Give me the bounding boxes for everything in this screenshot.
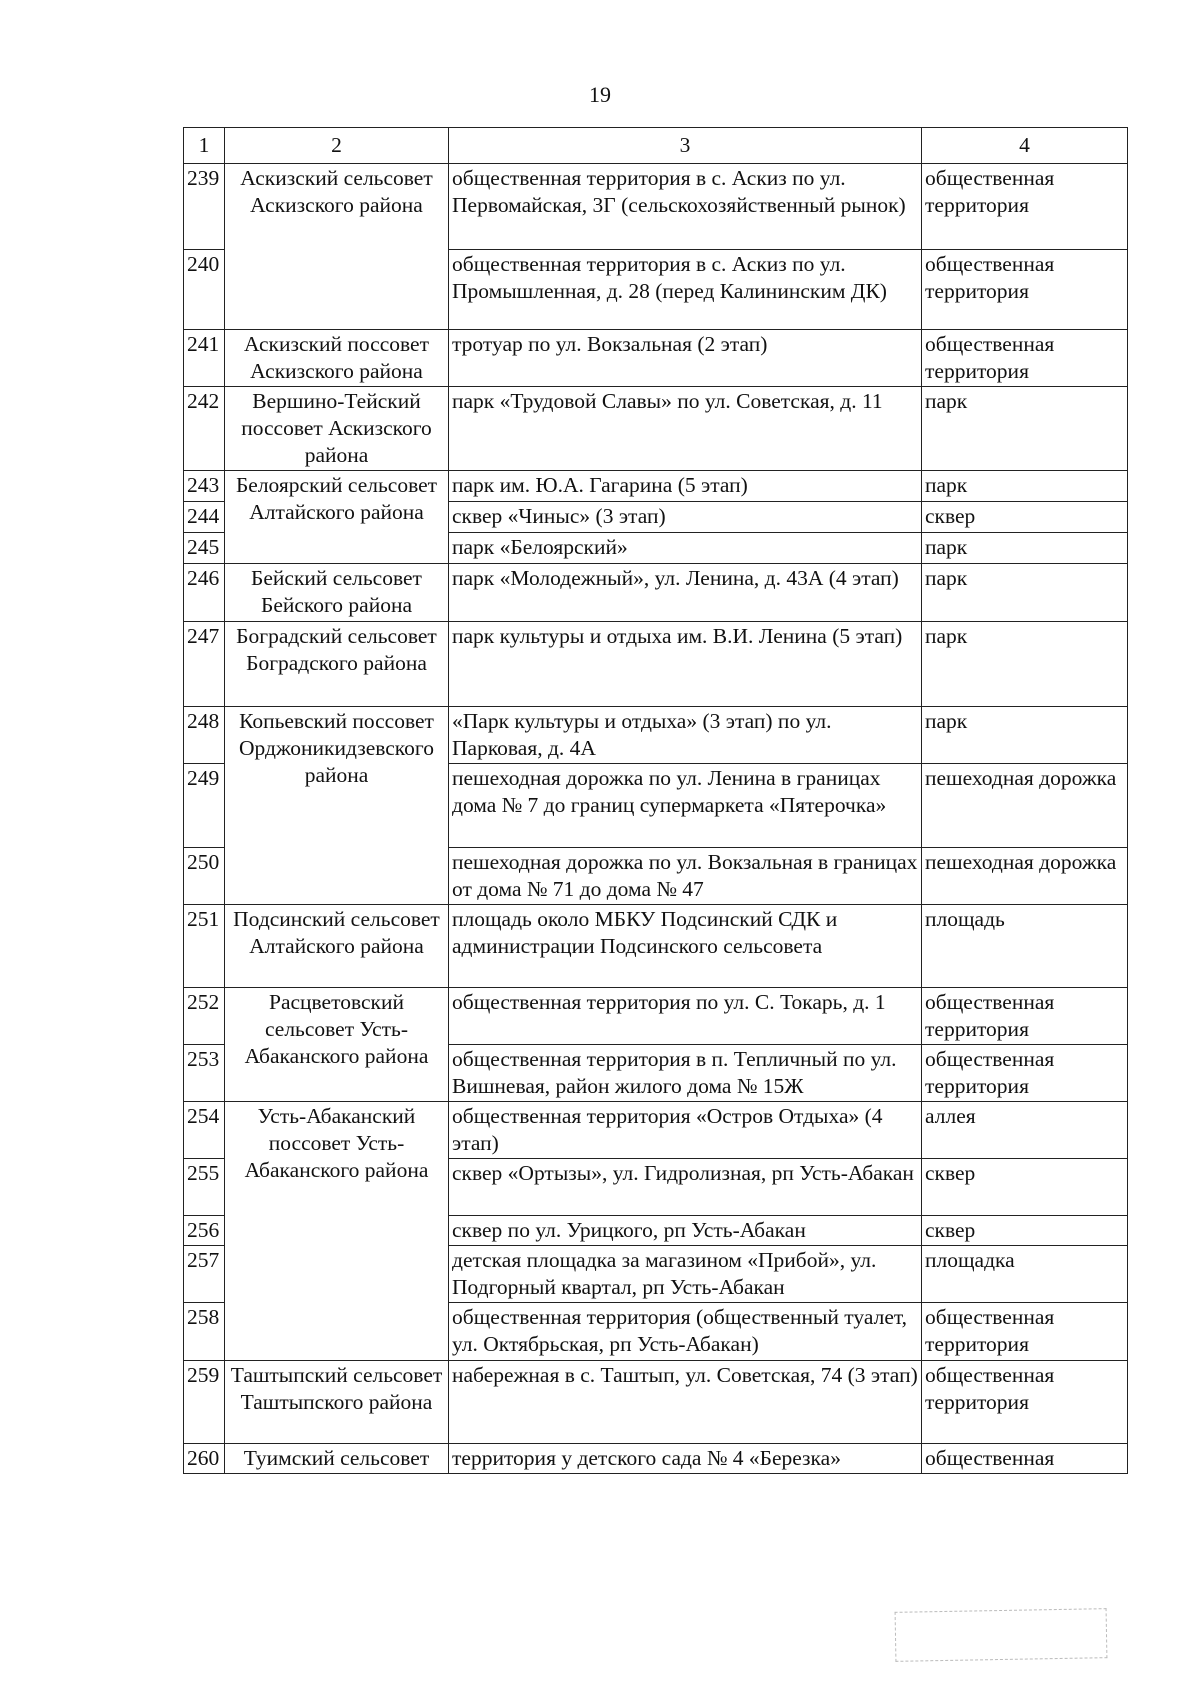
row-number: 246 — [184, 564, 225, 622]
object-cell: парк «Молодежный», ул. Ленина, д. 43А (4 этап) — [449, 564, 922, 622]
municipality-cell: Аскизский сельсовет Аскизского района — [225, 164, 449, 330]
table-row — [184, 1102, 1128, 1159]
stamp — [895, 1608, 1108, 1662]
type-cell: парк — [922, 533, 1128, 564]
row-number: 240 — [184, 250, 225, 330]
row-number: 258 — [184, 1303, 225, 1361]
table-row — [184, 330, 1128, 387]
object-cell: «Парк культуры и отдыха» (3 этап) по ул. Парковая, д. 4А — [449, 707, 922, 764]
type-cell: общественная территория — [922, 1303, 1128, 1361]
object-cell: парк «Трудовой Славы» по ул. Советская, д. 11 — [449, 387, 922, 471]
row-number: 250 — [184, 848, 225, 905]
type-cell: парк — [922, 387, 1128, 471]
object-cell: сквер по ул. Урицкого, рп Усть-Абакан — [449, 1216, 922, 1246]
type-cell: общественная территория — [922, 250, 1128, 330]
object-cell: парк культуры и отдыха им. В.И. Ленина (5 этап) — [449, 622, 922, 707]
row-number: 247 — [184, 622, 225, 707]
page-number: 19 — [589, 82, 611, 107]
table-row — [184, 622, 1128, 707]
row-number: 243 — [184, 471, 225, 502]
territory-table — [183, 127, 1128, 1474]
type-cell: сквер — [922, 502, 1128, 533]
object-cell: детская площадка за магазином «Прибой», ул. Подгорный квартал, рп Усть-Абакан — [449, 1246, 922, 1303]
type-cell: пешеходная дорожка — [922, 764, 1128, 848]
row-number: 241 — [184, 330, 225, 387]
table-row — [184, 471, 1128, 502]
type-cell: площадь — [922, 905, 1128, 988]
object-cell: общественная территория «Остров Отдыха» (4 этап) — [449, 1102, 922, 1159]
municipality-cell: Белоярский сельсовет Алтайского района — [225, 471, 449, 564]
header-col-3: 3 — [449, 128, 922, 164]
row-number: 244 — [184, 502, 225, 533]
object-cell: сквер «Ортызы», ул. Гидролизная, рп Усть-Абакан — [449, 1159, 922, 1216]
row-number: 256 — [184, 1216, 225, 1246]
type-cell: парк — [922, 471, 1128, 502]
object-cell: общественная территория в с. Аскиз по ул. Промышленная, д. 28 (перед Калининским ДК) — [449, 250, 922, 330]
type-cell: общественная территория — [922, 988, 1128, 1045]
type-cell: пешеходная дорожка — [922, 848, 1128, 905]
object-cell: общественная территория (общественный туалет, ул. Октябрьская, рп Усть-Абакан) — [449, 1303, 922, 1361]
municipality-cell: Таштыпский сельсовет Таштыпского района — [225, 1361, 449, 1444]
type-cell: парк — [922, 622, 1128, 707]
municipality-cell: Копьевский поссовет Орджоникидзевского района — [225, 707, 449, 905]
row-number: 252 — [184, 988, 225, 1045]
row-number: 245 — [184, 533, 225, 564]
type-cell: парк — [922, 564, 1128, 622]
type-cell: сквер — [922, 1159, 1128, 1216]
row-number: 254 — [184, 1102, 225, 1159]
type-cell: парк — [922, 707, 1128, 764]
row-number: 248 — [184, 707, 225, 764]
type-cell: площадка — [922, 1246, 1128, 1303]
object-cell: тротуар по ул. Вокзальная (2 этап) — [449, 330, 922, 387]
table-row — [184, 387, 1128, 471]
row-number: 260 — [184, 1444, 225, 1474]
row-number: 259 — [184, 1361, 225, 1444]
type-cell: общественная территория — [922, 1045, 1128, 1102]
row-number: 253 — [184, 1045, 225, 1102]
header-col-1: 1 — [184, 128, 225, 164]
municipality-cell: Подсинский сельсовет Алтайского района — [225, 905, 449, 988]
row-number: 251 — [184, 905, 225, 988]
type-cell: общественная территория — [922, 330, 1128, 387]
municipality-cell: Бейский сельсовет Бейского района — [225, 564, 449, 622]
object-cell: пешеходная дорожка по ул. Вокзальная в границах от дома № 71 до дома № 47 — [449, 848, 922, 905]
table-row — [184, 1361, 1128, 1444]
municipality-cell: Боградский сельсовет Боградского района — [225, 622, 449, 707]
object-cell: сквер «Чиныс» (3 этап) — [449, 502, 922, 533]
table-body — [184, 164, 1128, 1474]
object-cell: общественная территория в п. Тепличный по ул. Вишневая, район жилого дома № 15Ж — [449, 1045, 922, 1102]
municipality-cell: Расцветовский сельсовет Усть-Абаканского района — [225, 988, 449, 1102]
municipality-cell: Аскизский поссовет Аскизского района — [225, 330, 449, 387]
municipality-cell: Туимский сельсовет — [225, 1444, 449, 1474]
object-cell: общественная территория по ул. С. Токарь, д. 1 — [449, 988, 922, 1045]
object-cell: парк им. Ю.А. Гагарина (5 этап) — [449, 471, 922, 502]
header-col-2: 2 — [225, 128, 449, 164]
municipality-cell: Вершино-Тейский поссовет Аскизского района — [225, 387, 449, 471]
object-cell: набережная в с. Таштып, ул. Советская, 74 (3 этап) — [449, 1361, 922, 1444]
table-row — [184, 1444, 1128, 1474]
object-cell: общественная территория в с. Аскиз по ул. Первомайская, 3Г (сельскохозяйственный рынок) — [449, 164, 922, 250]
object-cell: площадь около МБКУ Подсинский СДК и администрации Подсинского сельсовета — [449, 905, 922, 988]
type-cell: аллея — [922, 1102, 1128, 1159]
type-cell: общественная территория — [922, 164, 1128, 250]
row-number: 257 — [184, 1246, 225, 1303]
table-header-row — [184, 128, 1128, 164]
row-number: 255 — [184, 1159, 225, 1216]
type-cell: сквер — [922, 1216, 1128, 1246]
object-cell: парк «Белоярский» — [449, 533, 922, 564]
object-cell: территория у детского сада № 4 «Березка» — [449, 1444, 922, 1474]
table-row — [184, 164, 1128, 250]
object-cell: пешеходная дорожка по ул. Ленина в границах дома № 7 до границ супермаркета «Пятерочка» — [449, 764, 922, 848]
table-row — [184, 905, 1128, 988]
header-col-4: 4 — [922, 128, 1128, 164]
table-row — [184, 707, 1128, 764]
table-row — [184, 988, 1128, 1045]
row-number: 242 — [184, 387, 225, 471]
municipality-cell: Усть-Абаканский поссовет Усть-Абаканского района — [225, 1102, 449, 1361]
row-number: 249 — [184, 764, 225, 848]
type-cell: общественная территория — [922, 1361, 1128, 1444]
row-number: 239 — [184, 164, 225, 250]
type-cell: общественная — [922, 1444, 1128, 1474]
table-row — [184, 564, 1128, 622]
